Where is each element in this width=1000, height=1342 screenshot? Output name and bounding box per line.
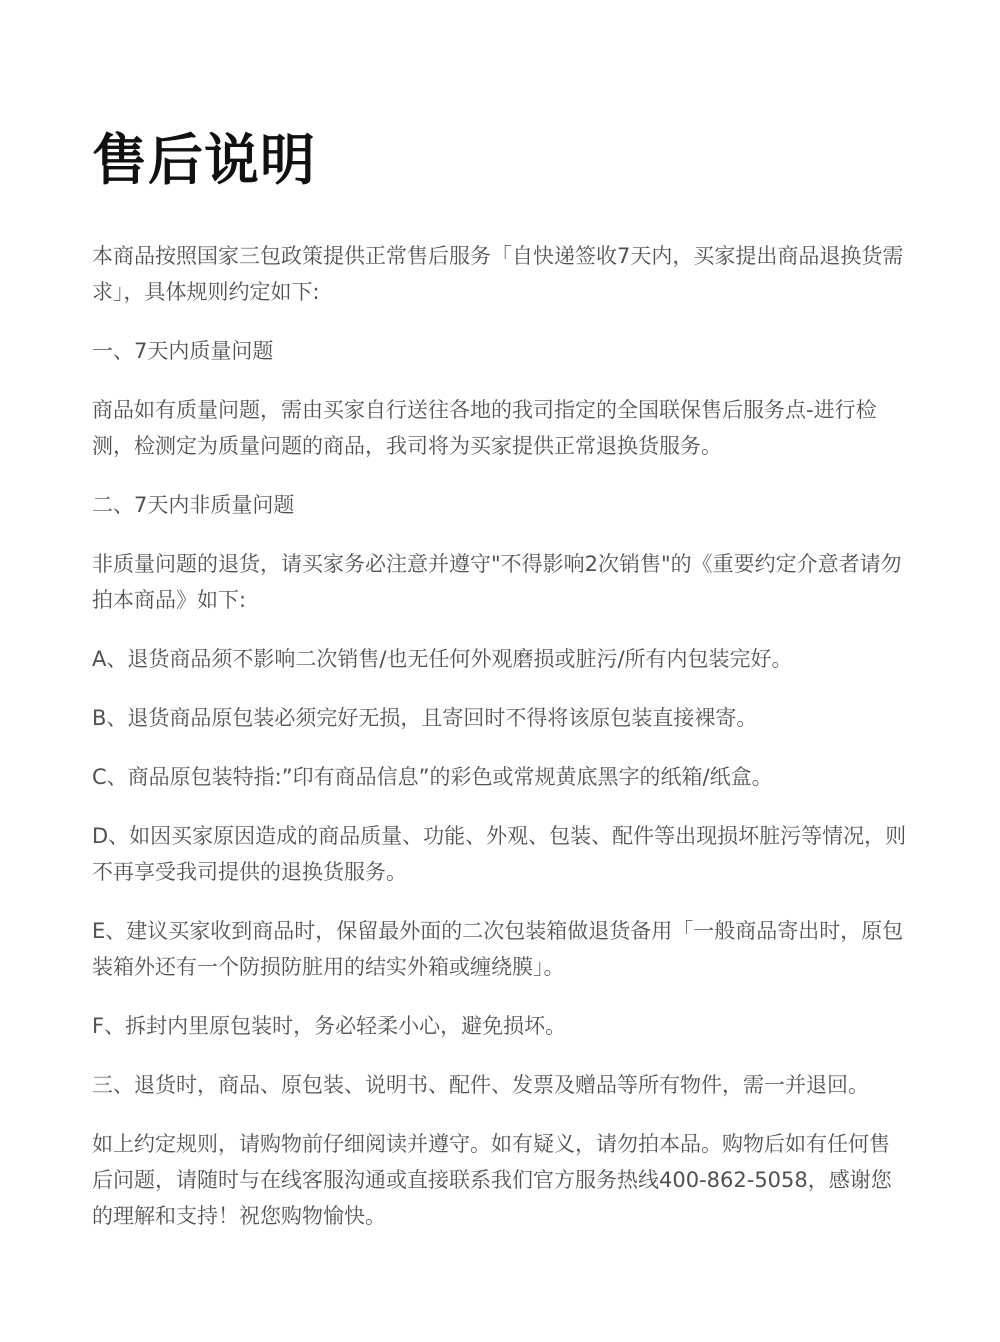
section-heading-non-quality-issues: 二、7天内非质量问题 (92, 493, 295, 517)
quality-issues-paragraph: 商品如有质量问题，需由买家自行送往各地的我司指定的全国联保售后服务点-进行检测，检测定为质量问题的商品，我司将为买家提供正常退换货服务。 (92, 398, 877, 458)
section-heading-quality-issues: 一、7天内质量问题 (92, 339, 274, 363)
rule-item-a: A、退货商品须不影响二次销售/也无任何外观磨损或脏污/所有内包装完好。 (92, 647, 793, 671)
policy-content (92, 238, 908, 1234)
non-quality-issues-paragraph: 非质量问题的退货，请买家务必注意并遵守"不得影响2次销售"的《重要约定介意者请勿拍本商品》如下: (92, 552, 902, 612)
rule-item-c: C、商品原包装特指:”印有商品信息”的彩色或常规黄底黑字的纸箱/纸盒。 (92, 765, 773, 789)
rule-item-b: B、退货商品原包装必须完好无损，且寄回时不得将该原包装直接裸寄。 (92, 706, 758, 730)
page-title: 售后说明 (92, 128, 317, 192)
intro-paragraph: 本商品按照国家三包政策提供正常售后服务「自快递签收7天内，买家提出商品退换货需求」，具体规则约定如下: (92, 244, 904, 304)
rule-item-f: F、拆封内里原包装时，务必轻柔小心，避免损坏。 (92, 1014, 567, 1038)
closing-paragraph: 如上约定规则，请购物前仔细阅读并遵守。如有疑义，请勿拍本品。购物后如有任何售后问题，请随时与在线客服沟通或直接联系我们官方服务热线400-862-5058，感谢您的理解和支持！祝您购物愉快。 (92, 1132, 892, 1228)
rule-item-e: E、建议买家收到商品时，保留最外面的二次包装箱做退货备用「一般商品寄出时，原包装箱外还有一个防损防脏用的结实外箱或缠绕膜」。 (92, 919, 904, 979)
rule-item-d: D、如因买家原因造成的商品质量、功能、外观、包装、配件等出现损坏脏污等情况，则不再享受我司提供的退换货服务。 (92, 824, 907, 884)
section-return-items: 三、退货时，商品、原包装、说明书、配件、发票及赠品等所有物件，需一并退回。 (92, 1073, 869, 1097)
